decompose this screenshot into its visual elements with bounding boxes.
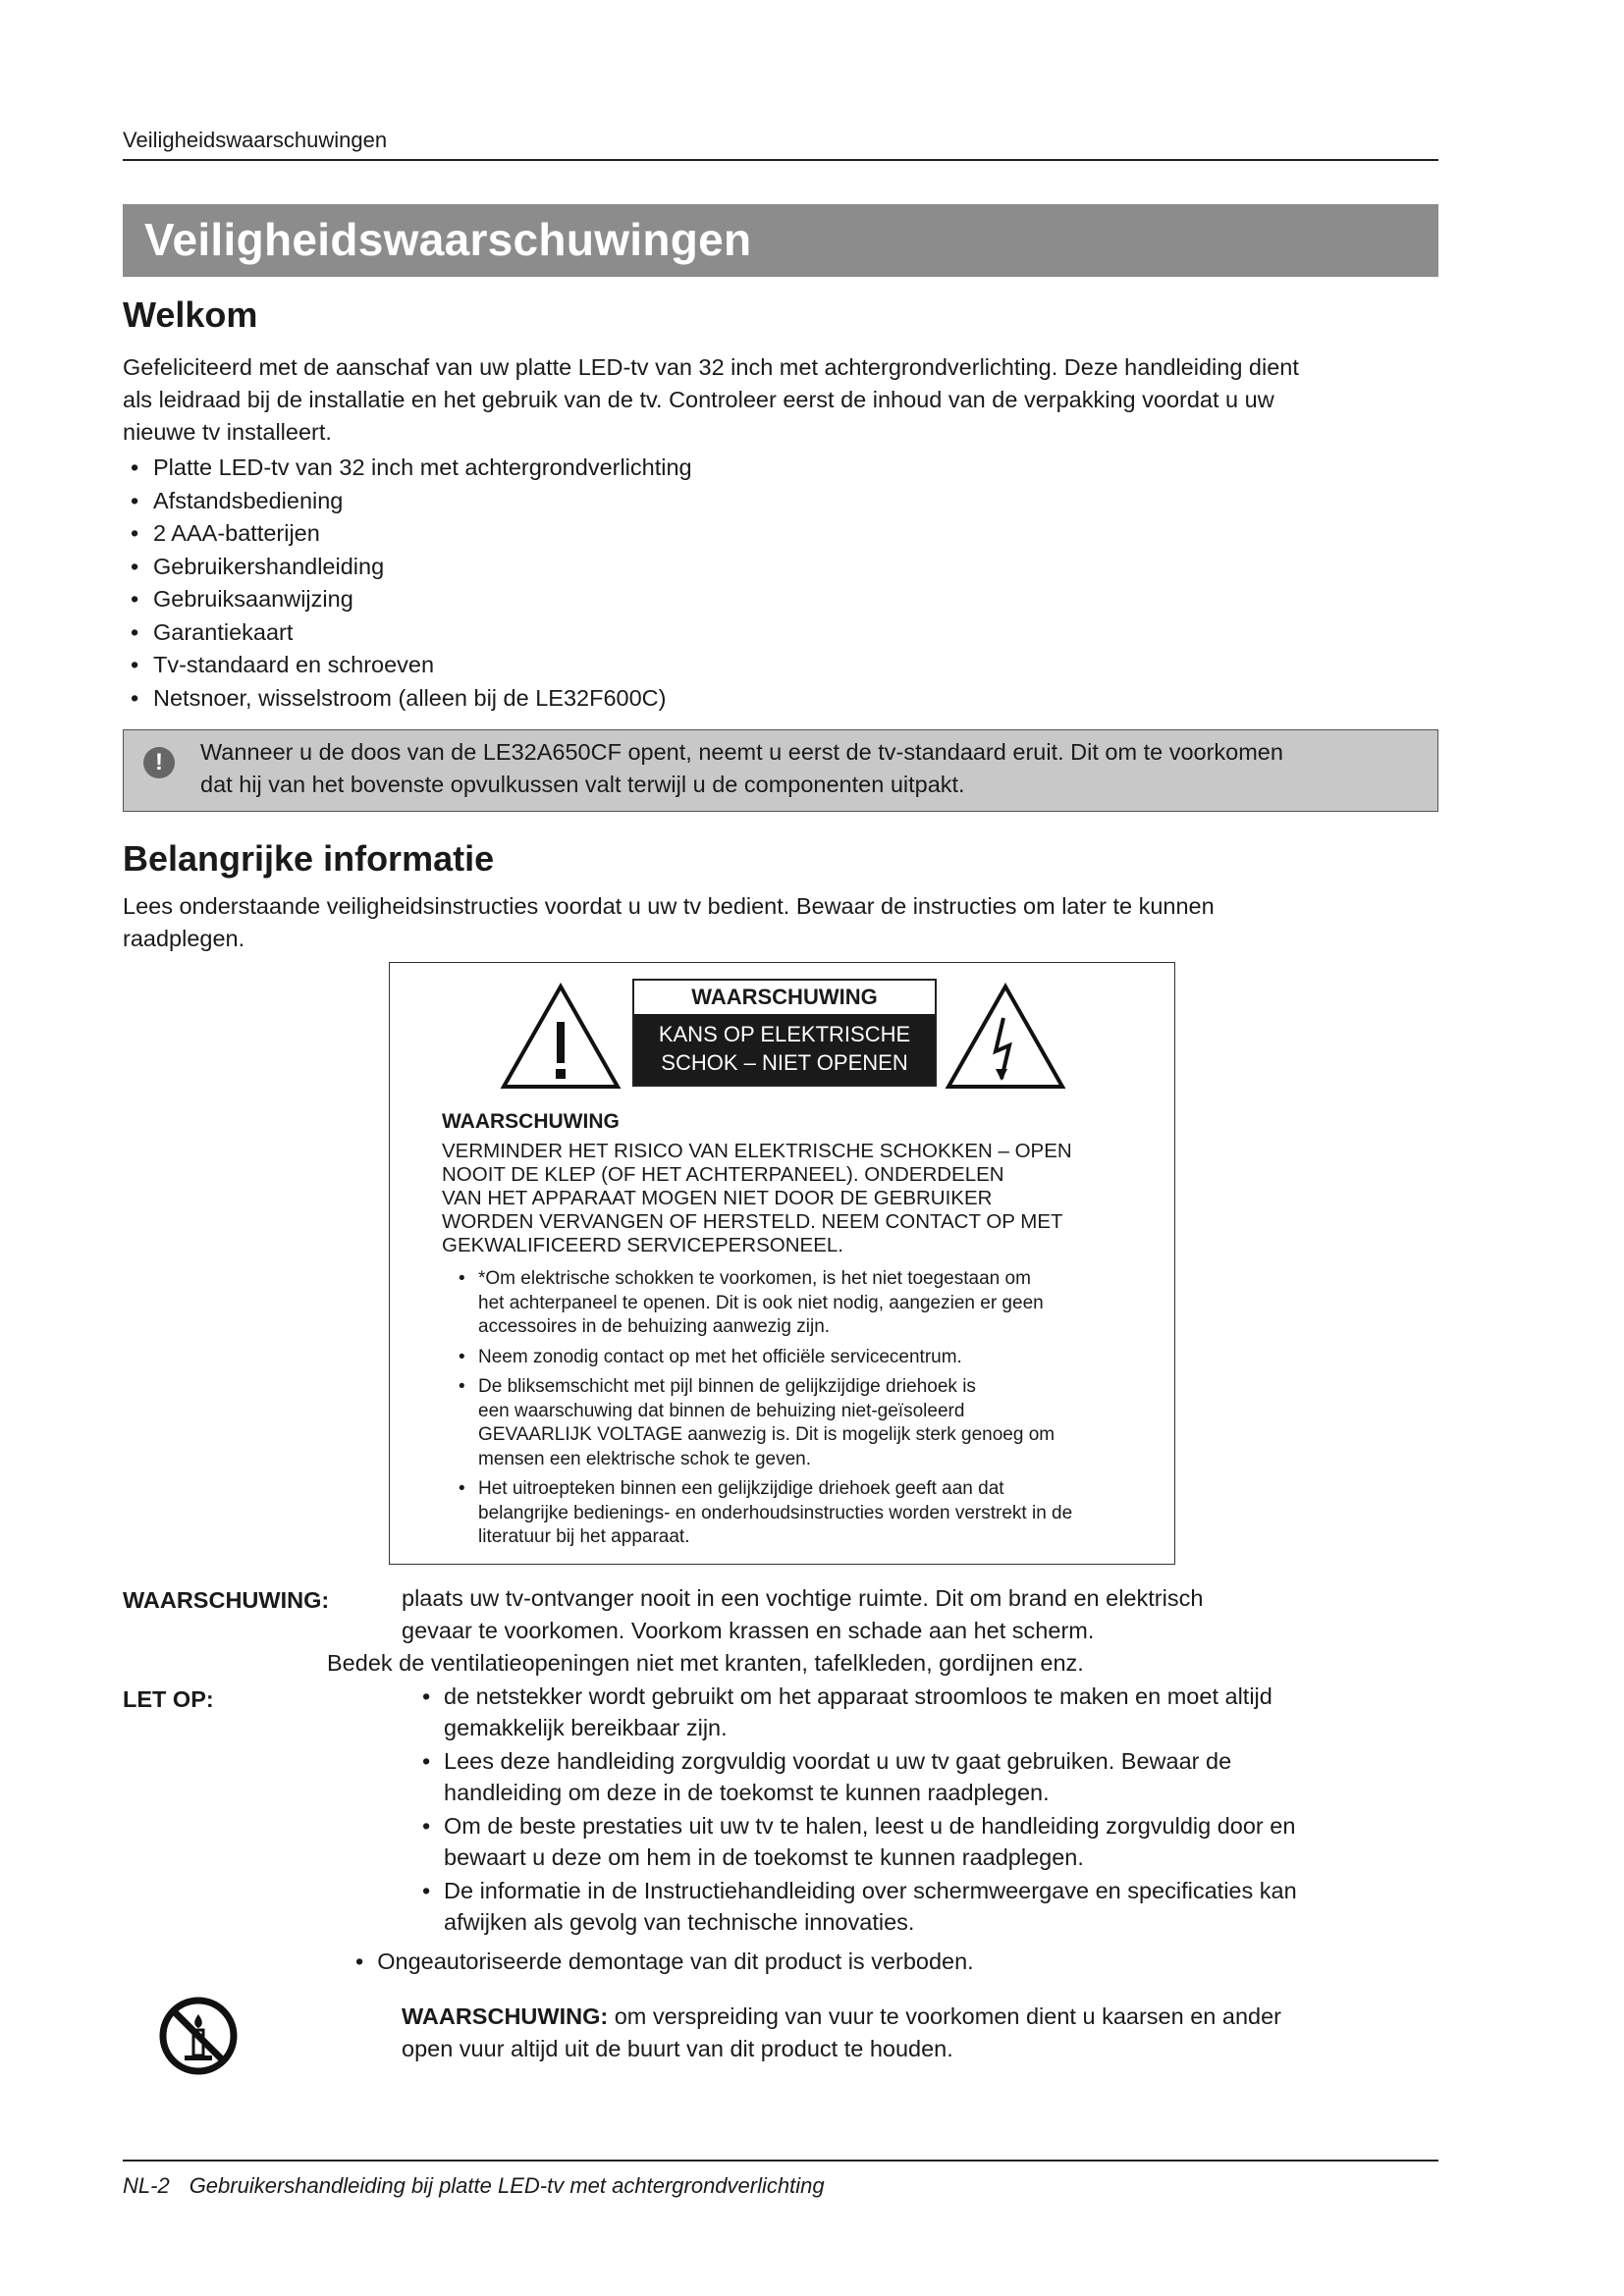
welcome-intro: Gefeliciteerd met de aanschaf van uw platte LED-tv van 32 inch met achtergrondverlichting. Deze handleiding dient als leidraad bij de installatie en het gebruik van de tv. Controleer eerst de inhoud van de verpakking voordat u uw nieuwe tv installeert. — [123, 354, 1299, 445]
list-item: • Garantiekaart — [123, 616, 692, 650]
list-item: • de netstekker wordt gebruikt om het apparaat stroomloos te maken en moet altijd gemakkelijk bereikbaar zijn. — [416, 1681, 1457, 1743]
package-contents-list — [123, 452, 692, 715]
warning-box-heading: WAARSCHUWING — [442, 1110, 620, 1133]
list-item: • 2 AAA-batterijen — [123, 517, 692, 551]
warning-box-list — [453, 1267, 1140, 1556]
exclamation-triangle-icon — [500, 983, 622, 1091]
important-heading: Belangrijke informatie — [123, 838, 495, 879]
note-text: Wanneer u de doos van de LE32A650CF opent, neemt u eerst de tv-standaard eruit. Dit om te voorkomen dat hij van het bovenste opvulkussen valt terwijl u de componenten uitpakt. — [200, 739, 1283, 797]
shock-warning-label: WAARSCHUWING KANS OP ELEKTRISCHE SCHOK – NIET OPENEN — [632, 979, 937, 1087]
warning-text-line: Bedek de ventilatieopeningen niet met kranten, tafelkleden, gordijnen enz. — [327, 1650, 1084, 1676]
list-item: • Gebruikershandleiding — [123, 551, 692, 584]
footer-divider — [123, 2160, 1438, 2162]
page-footer — [123, 2173, 825, 2199]
list-item: • Het uitroepteken binnen een gelijkzijdige driehoek geeft aan dat belangrijke bedienings- en onderhoudsinstructies worden verstrekt in de literatuur bij het apparaat. — [453, 1477, 1140, 1550]
list-item: • Netsnoer, wisselstroom (alleen bij de LE32F600C) — [123, 682, 692, 716]
page-title: Veiligheidswaarschuwingen — [123, 204, 1438, 277]
list-item: • Lees deze handleiding zorgvuldig voordat u uw tv gaat gebruiken. Bewaar de handleiding om deze in de toekomst te kunnen raadplegen. — [416, 1745, 1457, 1808]
warning-box-caps-text: VERMINDER HET RISICO VAN ELEKTRISCHE SCHOKKEN – OPEN NOOIT DE KLEP (OF HET ACHTERPANEEL). ONDERDELEN VAN HET APPARAAT MOGEN NIET DOOR DE GEBRUIKER WORDEN VERVANGEN OF HERSTELD. NEEM CONTACT OP MET GEKWALIFICEERD SERVICEPERSONEEL. — [442, 1140, 1072, 1256]
warning-label: WAARSCHUWING: — [123, 1587, 330, 1613]
warning-text-line: plaats uw tv-ontvanger nooit in een vochtige ruimte. Dit om brand en elektrisch — [402, 1585, 1204, 1611]
list-item: • Tv-standaard en schroeven — [123, 649, 692, 682]
exclamation-icon: ! — [143, 747, 175, 778]
list-item: • Neem zonodig contact op met het officiële servicecentrum. — [453, 1346, 1140, 1370]
welcome-heading: Welkom — [123, 294, 258, 335]
footer-title: Gebruikershandleiding bij platte LED-tv met achtergrondverlichting — [189, 2173, 825, 2198]
list-item: • Gebruiksaanwijzing — [123, 583, 692, 616]
important-intro: Lees onderstaande veiligheidsinstructies voordat u uw tv bedient. Bewaar de instructies om later te kunnen raadplegen. — [123, 893, 1215, 951]
warning-text-line: gevaar te voorkomen. Voorkom krassen en schade aan het scherm. — [402, 1618, 1095, 1643]
candle-warning-line: WAARSCHUWING: om verspreiding van vuur te voorkomen dient u kaarsen en ander — [402, 2003, 1281, 2029]
list-item: • *Om elektrische schokken te voorkomen, is het niet toegestaan om het achterpaneel te openen. Dit is ook niet nodig, aangezien er geen accessoires in de behuizing aanwezig zijn. — [453, 1267, 1140, 1340]
list-item: • Om de beste prestaties uit uw tv te halen, leest u de handleiding zorgvuldig door en bewaart u deze om hem in de toekomst te kunnen raadplegen. — [416, 1810, 1457, 1873]
page-number: NL-2 — [123, 2173, 170, 2198]
list-item: • De informatie in de Instructiehandleiding over schermweergave en specificaties kan afwijken als gevolg van technische innovaties. — [416, 1875, 1457, 1938]
list-item: • Platte LED-tv van 32 inch met achtergrondverlichting — [123, 452, 692, 485]
caution-list — [416, 1681, 1457, 1940]
no-candle-icon — [157, 1995, 240, 2077]
list-item: • Afstandsbediening — [123, 485, 692, 518]
candle-warning-line: open vuur altijd uit de buurt van dit product te houden. — [402, 2036, 953, 2061]
warning-box — [389, 962, 1175, 1565]
note-box — [123, 729, 1438, 812]
running-header: Veiligheidswaarschuwingen — [123, 128, 1438, 161]
list-item: • De bliksemschicht met pijl binnen de gelijkzijdige driehoek is een waarschuwing dat binnen de behuizing niet-geïsoleerd GEVAARLIJK VOLTAGE aanwezig is. Dit is mogelijk sterk genoeg om mensen een elektrische schok te geven. — [453, 1375, 1140, 1471]
caution-label: LET OP: — [123, 1686, 214, 1712]
lightning-triangle-icon — [945, 983, 1066, 1091]
disassembly-notice: • Ongeautoriseerde demontage van dit product is verboden. — [355, 1949, 974, 1975]
